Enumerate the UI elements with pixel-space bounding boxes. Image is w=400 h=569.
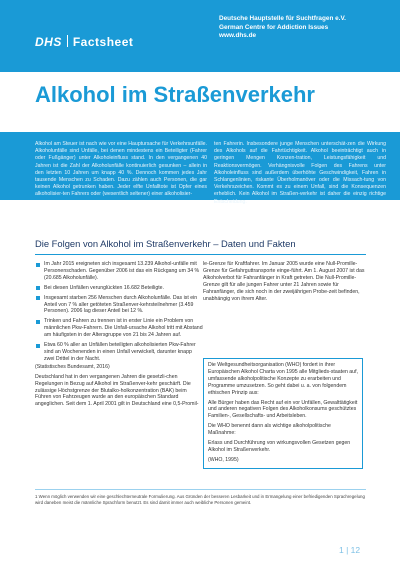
list-item: [35, 285, 203, 292]
org-name-en: German Centre for Addiction Issues: [219, 23, 329, 31]
intro-panel: [0, 132, 400, 205]
list-item: [35, 342, 203, 363]
list-item-text: Bei diesen Unfällen verunglückten 16.682 Beteiligte.: [44, 284, 164, 291]
box-emphasis: Erlass und Durchführung von wirkungsvollen Gesetzen gegen Alkohol im Straßenverkehr.: [208, 440, 351, 453]
bullet-square-icon: [36, 344, 40, 348]
list-item: [35, 261, 203, 282]
who-info-box: [203, 358, 363, 469]
logo-label: Factsheet: [72, 35, 134, 49]
footnote: 1 Wenn möglich verwenden wir eine geschlechterneutrale Formulierung. Aus Gründen der besseren Lesbarkeit und in Ermangelung einer befriedigenden Sprachregelung wird daneben meist die männliche Sprachform benutzt. Es sind damit immer auch weibliche Personen gemeint.: [35, 494, 365, 505]
page-title: Alkohol im Straßenverkehr: [35, 82, 315, 107]
logo-mark: DHS: [35, 35, 62, 49]
right-column: [203, 261, 371, 305]
bullet-square-icon: [36, 286, 40, 290]
body-paragraph: le-Grenze für Kraftfahrer. Im Januar 2005 wurde eine Null-Promille-Grenze für Gefahrguttransporte einge-führt. Am 1. August 2007 ist das Alkoholverbot für Fahranfänger in Kraft getreten. Die Null-Promille-Grenze gilt für alle jungen Fahrer unter 21 Jahren sowie für Fahranfänger, die sich noch in der zweijährigen Probe-zeit befinden, unabhängig von ihrem Alter.: [203, 261, 365, 302]
org-url[interactable]: www.dhs.de: [219, 32, 257, 39]
list-item: [35, 295, 203, 316]
list-item-text: Im Jahr 2015 ereigneten sich insgesamt 13.239 Alkohol-unfälle mit Personenschaden. Gegenüber 2006 ist das ein Rückgang um 34 % (20.685 Alkoholunfälle).: [44, 261, 200, 281]
organization-info: [219, 15, 346, 41]
logo-divider: [67, 35, 68, 47]
box-paragraph: Die Weltgesundheitsorganisation (WHO) fordert in ihrer Europäischen Alkohol Charta von 1995 alle Mitglieds-staaten auf, umfassende alkoholpolitische Konzepte zu erarbeiten und Programme umzusetzen. So geht dabei u. a. von folgendem ethischen Prinzip aus:: [208, 362, 358, 396]
section-title: Die Folgen von Alkohol im Straßenverkehr – Daten und Fakten: [35, 238, 296, 249]
footnote-divider: [35, 489, 366, 490]
list-item-text: Trinken und Fahren zu trennen ist in erster Linie ein Problem von männlichen Pkw-Fahrern. Die Unfall-ursache Alkohol tritt mit Abstand am häufigsten in der Altersgruppe von 21 bis 24 Jahren auf.: [44, 318, 203, 339]
dhs-logo: [35, 35, 133, 49]
header-bar: [0, 0, 400, 72]
list-item-text: Etwa 60 % aller an Unfällen beteiligten alkoholisierten Pkw-Fahrer sind an Wochenenden in einen Unfall verwickelt, darunter knapp zwei Drittel in der Nacht.: [44, 342, 196, 362]
bullet-square-icon: [36, 263, 40, 267]
box-source: (WHO, 1995): [208, 456, 239, 463]
section-divider: [35, 254, 366, 255]
body-paragraph: Deutschland hat in den vergangenen Jahren die gesetzli-chen Regelungen in Bezug auf Alkohol im Straßenver-kehr geschärft. Die zulässige Höchstgrenze der Blutalko-holkonzentration (BAK) beim Führen von Fahrzeugen wurde an den europäischen Standard angeglichen. Seit dem 1. April 2001 gilt in Deutschland eine 0,5-Promil-: [35, 373, 199, 408]
bullet-square-icon: [36, 320, 40, 324]
source-citation: (Statistisches Bundesamt, 2016): [35, 363, 110, 370]
box-emphasis: Alle Bürger haben das Recht auf ein vor Unfällen, Gewalttätigkeit und anderen negativen Folgen des Alkoholkonsums geschütztes Familien-, Gesellschafts- und Arbeitsleben.: [208, 399, 358, 420]
bullet-square-icon: [36, 296, 40, 300]
box-paragraph: Die WHO benennt dann als wichtige alkoholpolitische Maßnahme:: [208, 423, 331, 437]
page-number: 1 | 12: [339, 545, 361, 555]
list-item-text: Insgesamt starben 256 Menschen durch Alkoholunfälle. Das ist ein Anteil von 7 % aller getöteten Straßenver-kehrsteilnehmer (3.459 Personen). 2006 lag dieser Anteil bei 12 %.: [44, 294, 198, 315]
list-item: [35, 318, 203, 339]
intro-text-right: ten Fahrerin. Insbesondere junge Menschen unterschät-zen die Wirkung des Alkohols auf die Fahrtüchtigkeit. Alkohol beeinträchtigt auch in geringen Mengen Konzen-tration, Leistungsfähigkeit und Reaktionsvermögen. Verhängnisvolle Folgen des Fahrens unter Alkoholeinfluss sind außerdem überhöhte Geschwindigkeit, Fahren in Schlangenlinien, riskante Überholmanöver oder die Missach-tung von Verkehrszeichen. Kommt es zu einem Unfall, sind die Konsequenzen erheblich. Kein Alkohol im Straßen-verkehr ist daher die einzig richtige Entscheidung.: [214, 141, 386, 205]
left-column: [35, 261, 203, 411]
intro-text-left: Alkohol am Steuer ist nach wie vor eine Hauptursache für Verkehrsunfälle. Alkoholunfälle sind Unfälle, bei denen mindestens ein Beteiligter (Fahrer oder Fußgänger) unter Alkoholeinfluss stand. In den vergangenen 40 Jahren ist die Zahl der Alkoholunfälle kontinuierlich gesunken – allein in den letzten 10 Jahren um knapp 40 %. Dennoch kommen jedes Jahr tausende Menschen zu Schaden. Dazu zählen auch Personen, die gar keinen Alkohol getrunken haben. Jeder elfte Unfalltote ist Opfer eines alkoholisier-ten Fahrers oder (wesentlich seltener) einer alkoholisier-: [35, 141, 207, 198]
org-name-de: Deutsche Hauptstelle für Suchtfragen e.V.: [219, 15, 346, 22]
